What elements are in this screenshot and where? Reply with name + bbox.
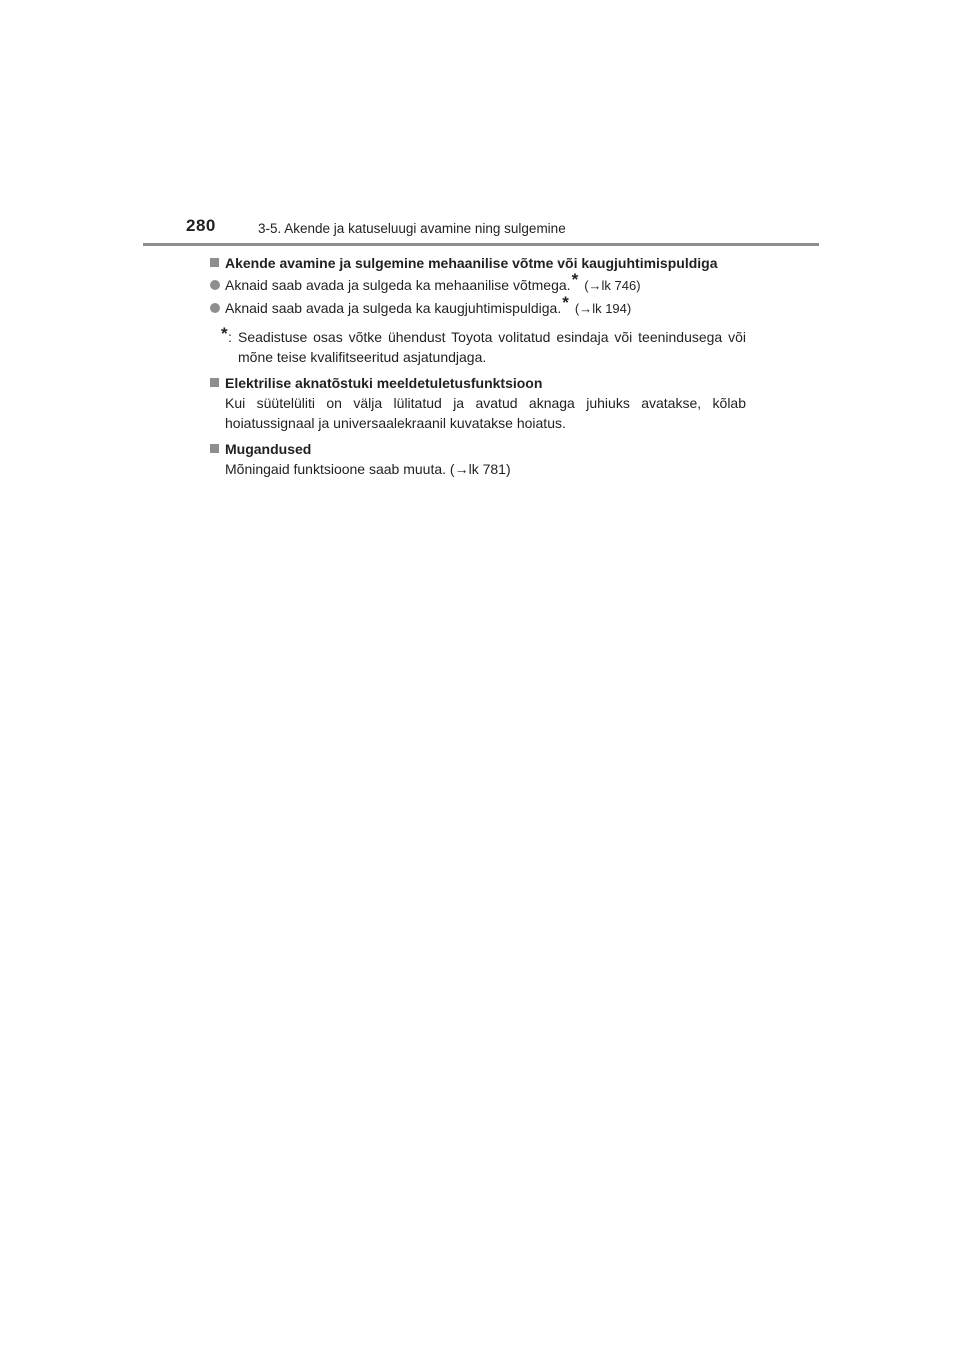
section-heading-reminder xyxy=(209,373,746,393)
section-body-reminder: Kui süütelüliti on välja lülitatud ja avatud aknaga juhiuks avatakse, kõlab hoiatussignaal ja universaalekraanil kuvatakse hoiatus. xyxy=(225,395,746,431)
square-bullet-icon xyxy=(210,258,219,267)
round-bullet-icon xyxy=(210,303,220,313)
page-reference: (→lk 746) xyxy=(584,278,641,293)
footnote-text: Seadistuse osas võtke ühendust Toyota volitatud esindaja või teenindusega või mõne teise kvalifitseeritud asjatundjaga. xyxy=(238,329,746,365)
section-heading-text: Elektrilise aknatõstuki meeldetuletusfunktsioon xyxy=(225,375,543,391)
page-content xyxy=(209,253,746,479)
footnote-star: * xyxy=(571,270,579,289)
header-divider xyxy=(143,243,819,246)
chapter-title: 3-5. Akende ja katuseluugi avamine ning sulgemine xyxy=(258,221,566,236)
list-item xyxy=(209,293,746,319)
section-heading-customization xyxy=(209,439,746,459)
section-heading-text: Mugandused xyxy=(225,441,312,457)
footnote xyxy=(209,324,746,367)
square-bullet-icon xyxy=(210,378,219,387)
list-item-text: Aknaid saab avada ja sulgeda ka kaugjuhtimispuldiga. xyxy=(225,300,562,316)
page-number: 280 xyxy=(186,216,216,235)
section-body-customization: Mõningaid funktsioone saab muuta. (→lk 781) xyxy=(225,461,511,477)
square-bullet-icon xyxy=(210,444,219,453)
footnote-mark: * xyxy=(221,324,228,343)
section-heading-text: Akende avamine ja sulgemine mehaanilise võtme või kaugjuhtimispuldiga xyxy=(225,255,718,271)
page-reference: (→lk 194) xyxy=(574,301,632,316)
list-item-text: Aknaid saab avada ja sulgeda ka mehaanilise võtmega. xyxy=(225,277,571,293)
list-item xyxy=(209,270,746,296)
round-bullet-icon xyxy=(210,280,220,290)
footnote-star: * xyxy=(562,293,569,312)
footnote-colon: : xyxy=(228,329,232,345)
section-heading-keys xyxy=(209,253,746,273)
